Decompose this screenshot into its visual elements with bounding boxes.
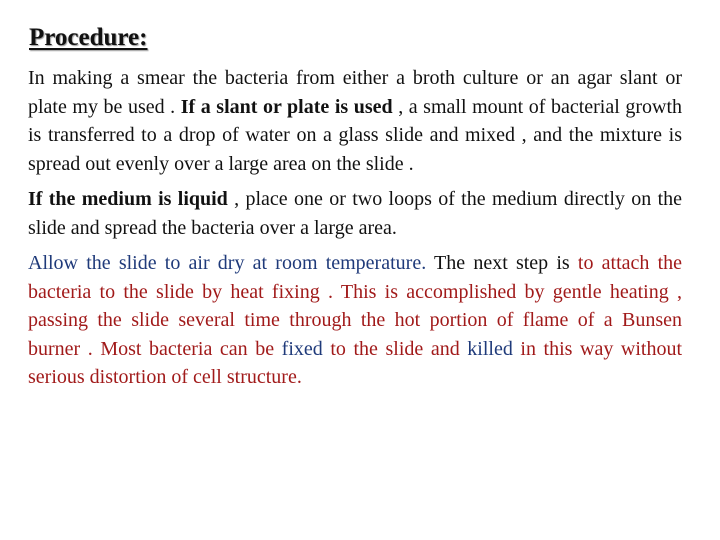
distortion-text: in this way without serious distortion of cell structure. xyxy=(28,337,683,388)
to-slide-text: to the slide and xyxy=(322,337,468,360)
next-step-text: The next step is xyxy=(426,252,578,274)
heat-fix-text: to attach the bacteria to the slide by heat fixing . This is accomplished by gentle heating , passing the slide several time through the hot portion of flame of a Bunsen burner . Most bacteria can be xyxy=(28,252,683,360)
page-title: Procedure: xyxy=(29,24,148,51)
procedure-body xyxy=(28,64,682,392)
paragraph-smear xyxy=(28,64,682,178)
killed-word: killed xyxy=(467,337,513,360)
fixed-word: fixed xyxy=(281,337,323,360)
slant-instructions-text: , a small mount of bacterial growth is transferred to a drop of water on a glass slide and mixed , and the mixture is spread out evenly over a large area on the slide . xyxy=(28,95,683,175)
paragraph-fixing xyxy=(28,249,682,392)
air-dry-text: Allow the slide to air dry at room temperature. xyxy=(28,252,427,274)
smear-intro-text: In making a smear the bacteria from either a broth culture or an agar slant or plate my be used . xyxy=(28,67,682,118)
liquid-condition-text: If the medium is liquid xyxy=(28,188,228,210)
paragraph-liquid xyxy=(28,185,682,242)
slant-condition-text: If a slant or plate is used xyxy=(180,95,393,118)
liquid-instructions-text: , place one or two loops of the medium directly on the slide and spread the bacteria over a large area. xyxy=(28,188,682,239)
